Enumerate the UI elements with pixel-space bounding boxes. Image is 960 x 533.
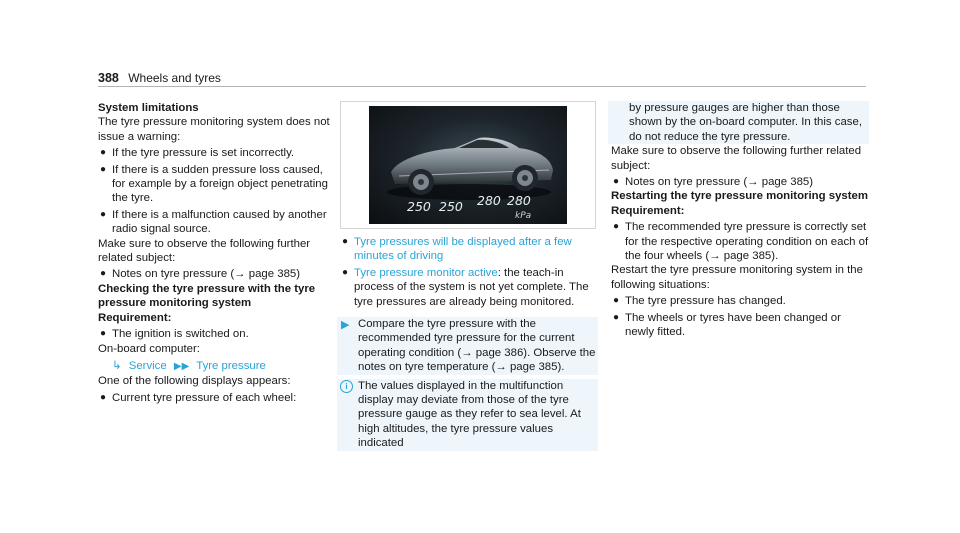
requirement-label: Requirement: xyxy=(611,204,685,217)
restart-intro: Restart the tyre pressure monitoring system in the following situations: xyxy=(611,264,863,291)
instruction-step: ▶ Compare the tyre pressure with the recommended tyre pressure for the current operating condition (→ page 386). Observe the notes on tyre temperature (→ page 385). xyxy=(341,318,596,374)
bullet-icon: ● xyxy=(613,295,620,307)
note-text: i The values displayed in the multifunction display may deviate from those of the tyre pressure gauge as they refer to sea level. At high altitudes, the tyre pressure values indicated xyxy=(340,379,598,451)
list-item: ● If there is a sudden pressure loss caused, for example by a foreign object penetrating the tyre. xyxy=(100,163,328,205)
bullet-icon: ● xyxy=(100,268,107,280)
requirement-list xyxy=(611,220,869,263)
display-options-list xyxy=(340,235,598,309)
note-continuation: by pressure gauges are higher than those shown by the on-board computer. In this case, do not reduce the tyre pressure. xyxy=(629,102,863,143)
column-right xyxy=(611,101,869,340)
display-option-a: Tyre pressures will be displayed after a few minutes of driving xyxy=(354,236,572,263)
bullet-icon: ● xyxy=(100,163,107,175)
requirement-label: Requirement: xyxy=(98,311,172,324)
menu-path xyxy=(98,359,330,374)
bullet-icon: ● xyxy=(342,236,349,247)
requirement-list xyxy=(98,327,330,341)
page-header xyxy=(98,71,221,85)
rear-left-pressure: 280 xyxy=(477,193,501,208)
info-icon: i xyxy=(340,380,353,393)
list-item: ● If there is a malfunction caused by another radio signal source. xyxy=(100,208,327,236)
column-middle xyxy=(340,101,598,451)
menu-service[interactable]: Service xyxy=(128,359,167,372)
bullet-icon: ● xyxy=(100,391,107,403)
menu-tyre-pressure[interactable]: Tyre pressure xyxy=(196,359,266,372)
pressure-unit: kPa xyxy=(515,211,532,221)
bullet-icon: ● xyxy=(100,147,107,159)
display-screen xyxy=(369,106,567,224)
onboard-computer-label: On-board computer: xyxy=(98,342,200,355)
front-right-pressure: 250 xyxy=(439,199,463,214)
related-link[interactable]: ● Notes on tyre pressure (→ page 385) xyxy=(100,268,301,281)
car-illustration xyxy=(369,106,567,224)
list-item xyxy=(340,235,598,264)
rear-right-pressure: 280 xyxy=(507,193,531,208)
section-title: Wheels and tyres xyxy=(128,71,221,85)
column-left xyxy=(98,101,330,405)
restarting-heading: Restarting the tyre pressure monitoring system xyxy=(611,190,868,203)
bullet-icon: ● xyxy=(100,208,107,220)
list-item: ● If the tyre pressure is set incorrectly. xyxy=(100,147,295,160)
display-option-b-text: : the teach-in process of the system is not yet complete. The tyre pressures are already being monitored. xyxy=(354,266,589,308)
enter-arrow-icon: ↳ xyxy=(112,359,122,372)
bullet-icon: ● xyxy=(342,266,349,278)
checking-heading: Checking the tyre pressure with the tyre pressure monitoring system xyxy=(98,282,316,310)
instruction-block xyxy=(337,317,598,375)
double-chevron-icon: ▶▶ xyxy=(173,360,190,372)
note-block xyxy=(337,379,598,451)
related-link[interactable]: ● Notes on tyre pressure (→ page 385) xyxy=(613,176,814,189)
bullet-icon: ● xyxy=(613,176,620,188)
header-divider xyxy=(98,86,866,87)
play-arrow-icon: ▶ xyxy=(341,319,350,332)
bullet-icon: ● xyxy=(613,221,620,233)
tyre-pressure-figure xyxy=(340,101,596,229)
related-subject-text: Make sure to observe the following further related subject: xyxy=(98,237,311,265)
situations-list xyxy=(611,294,869,339)
list-item: ● The wheels or tyres have been changed or newly fitted. xyxy=(613,311,841,339)
note-continuation-block xyxy=(608,101,869,144)
related-subject-text: Make sure to observe the following further related subject: xyxy=(611,145,862,172)
list-item: ● The tyre pressure has changed. xyxy=(613,295,786,308)
bullet-icon: ● xyxy=(613,311,620,323)
bullet-icon: ● xyxy=(100,328,107,340)
related-list xyxy=(611,175,869,189)
list-item: ● The ignition is switched on. xyxy=(100,328,249,341)
list-item: ● The recommended tyre pressure is correctly set for the respective operating condition on each of the four wheels (→ page 385). xyxy=(613,221,869,263)
display-option-b-label: Tyre pressure monitor active xyxy=(354,266,498,279)
display-list xyxy=(98,391,330,405)
page-number: 388 xyxy=(98,71,119,85)
limitations-intro: The tyre pressure monitoring system does not issue a warning: xyxy=(98,116,330,143)
list-item xyxy=(340,266,598,309)
front-left-pressure: 250 xyxy=(407,199,431,214)
displays-intro: One of the following displays appears: xyxy=(98,375,291,388)
list-item: ● Current tyre pressure of each wheel: xyxy=(100,391,297,404)
limitations-list xyxy=(98,146,330,236)
related-list xyxy=(98,267,330,281)
system-limitations-heading: System limitations xyxy=(98,102,199,114)
